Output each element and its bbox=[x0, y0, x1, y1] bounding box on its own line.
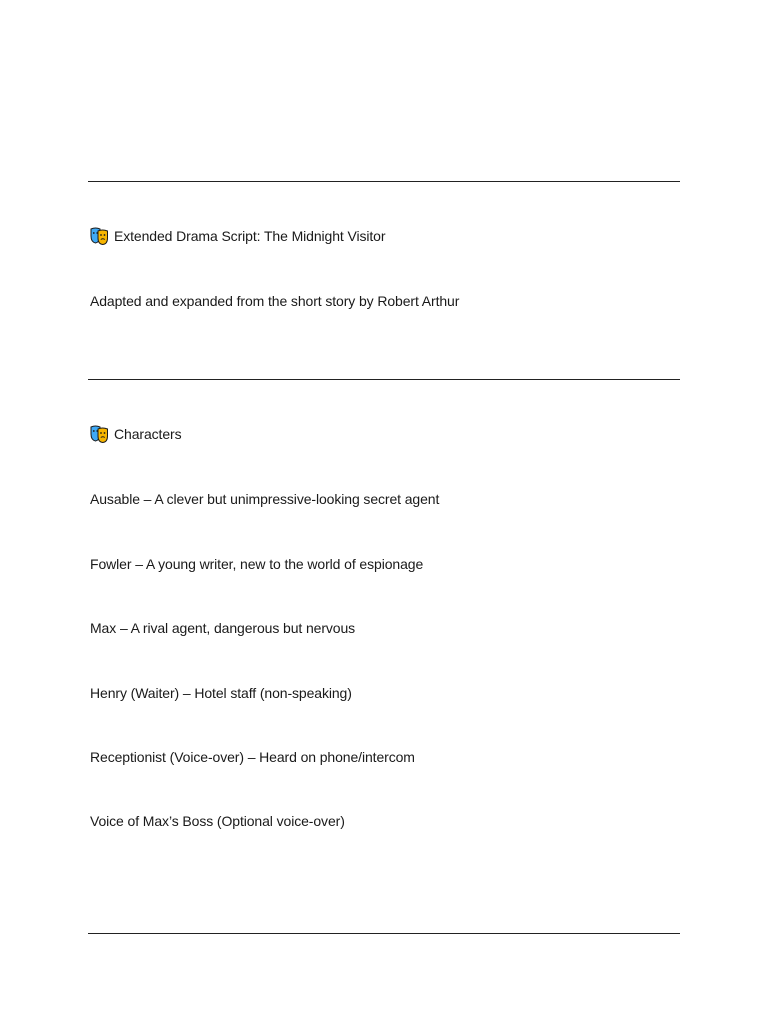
script-title bbox=[90, 227, 385, 245]
performing-arts-icon bbox=[90, 425, 109, 443]
horizontal-rule-top bbox=[88, 181, 680, 182]
horizontal-rule-middle bbox=[88, 379, 680, 380]
character-item-ausable: Ausable – A clever but unimpressive-looking secret agent bbox=[90, 491, 440, 507]
character-item-fowler: Fowler – A young writer, new to the world of espionage bbox=[90, 556, 424, 572]
character-item-receptionist: Receptionist (Voice-over) – Heard on phone/intercom bbox=[90, 749, 415, 765]
character-item-max: Max – A rival agent, dangerous but nervous bbox=[90, 620, 356, 636]
script-title-text: Extended Drama Script: The Midnight Visitor bbox=[114, 228, 386, 244]
performing-arts-icon bbox=[90, 227, 109, 245]
horizontal-rule-bottom bbox=[88, 933, 680, 934]
character-item-henry: Henry (Waiter) – Hotel staff (non-speaking) bbox=[90, 685, 352, 701]
characters-heading bbox=[90, 425, 181, 443]
characters-heading-text: Characters bbox=[114, 426, 182, 442]
character-item-maxs-boss: Voice of Max’s Boss (Optional voice-over) bbox=[90, 813, 345, 829]
script-subtitle: Adapted and expanded from the short story by Robert Arthur bbox=[90, 293, 460, 309]
